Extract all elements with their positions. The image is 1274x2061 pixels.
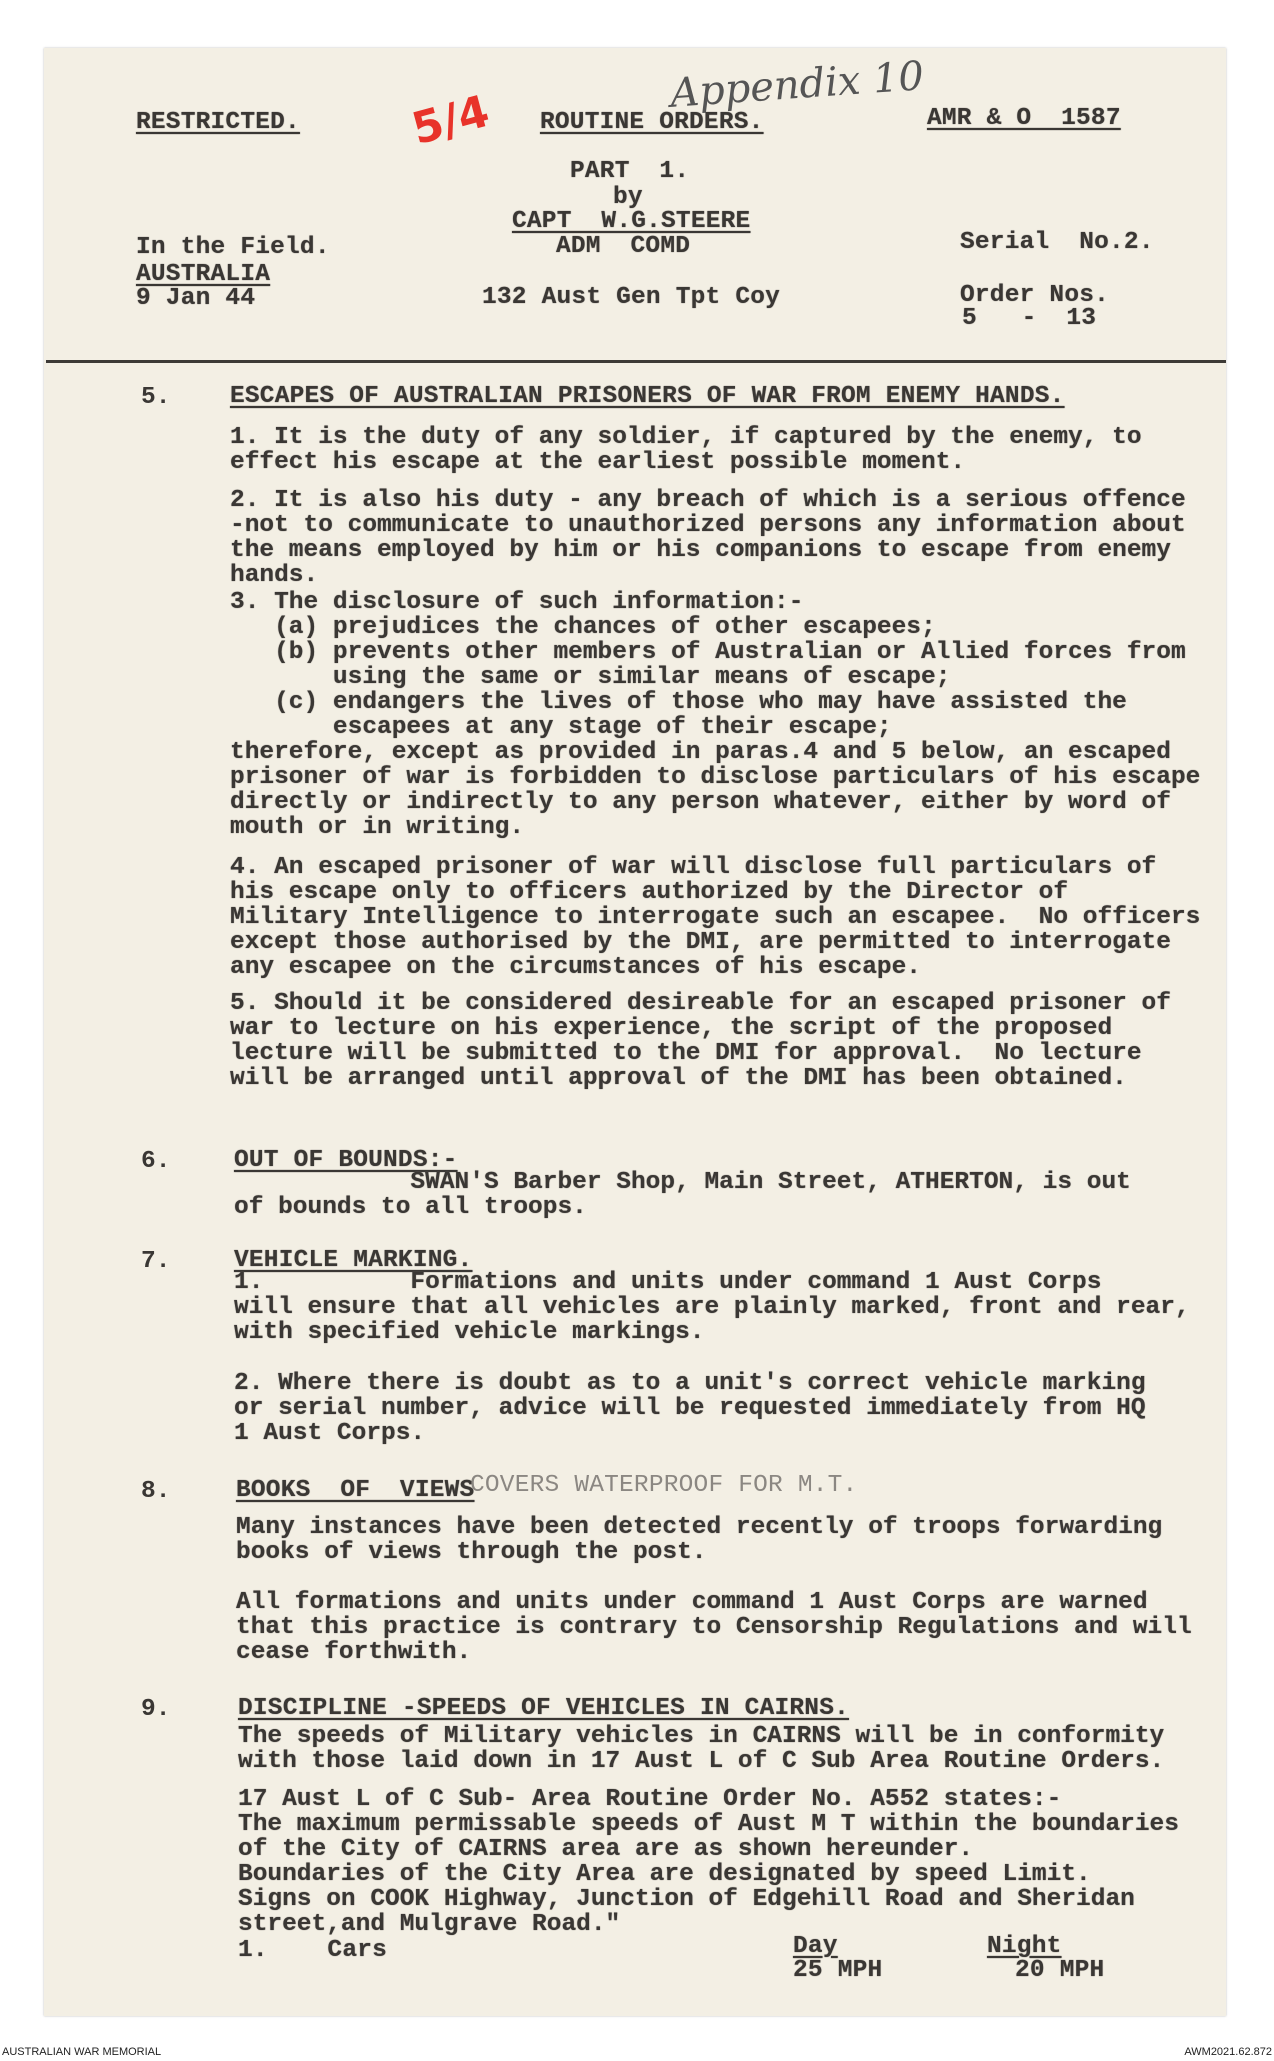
reference-number: AMR & O 1587 — [927, 105, 1121, 132]
text-line: 17 Aust L of C Sub- Area Routine Order No. A552 states:- — [238, 1786, 1062, 1813]
text-line: effect his escape at the earliest possible moment. — [230, 449, 966, 476]
unit-name: 132 Aust Gen Tpt Coy — [482, 284, 781, 311]
text-line: 5. Should it be considered desireable for an escaped prisoner of — [230, 990, 1171, 1017]
text-line: therefore, except as provided in paras.4 and 5 below, an escaped — [230, 739, 1171, 766]
text-line: with specified vehicle markings. — [234, 1319, 705, 1346]
text-line: books of views through the post. — [236, 1539, 707, 1566]
text-line: his escape only to officers authorized by the Director of — [230, 879, 1069, 906]
text-line: cease forthwith. — [236, 1639, 472, 1666]
text-line: mouth or in writing. — [230, 814, 525, 841]
text-line: All formations and units under command 1 Aust Corps are warned — [236, 1589, 1148, 1616]
order-nos-label: Order Nos. — [960, 282, 1110, 309]
text-line: that this practice is contrary to Censorship Regulations and will — [236, 1614, 1192, 1641]
text-line: 2. It is also his duty - any breach of which is a serious offence — [230, 487, 1186, 514]
serial-number: Serial No.2. — [960, 229, 1154, 256]
text-line: using the same or similar means of escape; — [230, 664, 951, 691]
text-line: 2. Where there is doubt as to a unit's correct vehicle marking — [234, 1370, 1146, 1397]
place-field: In the Field. — [136, 234, 330, 261]
text-line: Boundaries of the City Area are designated by speed Limit. — [238, 1861, 1091, 1888]
paragraph — [236, 1515, 1162, 1565]
document-date: 9 Jan 44 — [136, 285, 256, 312]
paragraph — [230, 855, 1200, 980]
section-number: 8. — [141, 1478, 171, 1505]
text-line: will be arranged until approval of the DMI has been obtained. — [230, 1065, 1127, 1092]
text-line: except those authorised by the DMI, are permitted to interrogate — [230, 929, 1171, 956]
text-line: directly or indirectly to any person whatever, either by word of — [230, 789, 1171, 816]
author-name: CAPT W.G.STEERE — [512, 208, 751, 235]
text-line: the means employed by him or his companions to escape from enemy — [230, 537, 1171, 564]
text-line: 1. It is the duty of any soldier, if captured by the enemy, to — [230, 424, 1142, 451]
part-label: PART 1. — [570, 158, 690, 185]
text-line: of bounds to all troops. — [234, 1194, 587, 1221]
text-line: (b) prevents other members of Australian or Allied forces from — [230, 639, 1186, 666]
document-title: ROUTINE ORDERS. — [540, 109, 764, 136]
struck-heading-text: COVERS WATERPROOF FOR M.T. — [470, 1472, 858, 1499]
text-line: The maximum permissable speeds of Aust M T within the boundaries — [238, 1811, 1179, 1838]
order-nos-range: 5 - 13 — [962, 305, 1097, 332]
text-line: or serial number, advice will be requested immediately from HQ — [234, 1395, 1146, 1422]
text-line: escapees at any stage of their escape; — [230, 714, 892, 741]
by-label: by — [613, 184, 643, 211]
night-header: Night — [987, 1933, 1062, 1960]
text-line: Many instances have been detected recently of troops forwarding — [236, 1514, 1163, 1541]
place-country: AUSTRALIA — [136, 261, 271, 288]
text-line: hands. — [230, 562, 319, 589]
footer-id: AWM2021.62.872 — [1184, 2046, 1272, 2058]
section-number: 5. — [141, 384, 171, 411]
paragraph — [230, 425, 1142, 475]
paragraph — [230, 590, 1200, 840]
text-line: 1 Aust Corps. — [234, 1420, 426, 1447]
day-value: 25 MPH — [793, 1957, 883, 1984]
section-heading: BOOKS OF VIEWS — [236, 1477, 475, 1504]
text-line: 3. The disclosure of such information:- — [230, 589, 804, 616]
paragraph — [230, 488, 1186, 588]
text-line: SWAN'S Barber Shop, Main Street, ATHERTON, is out — [234, 1169, 1131, 1196]
author-role: ADM COMD — [556, 233, 691, 260]
paragraph — [234, 1170, 1131, 1220]
text-line: (c) endangers the lives of those who may have assisted the — [230, 689, 1127, 716]
paragraph — [238, 1724, 1164, 1774]
section-number: 6. — [141, 1148, 171, 1175]
text-line: -not to communicate to unauthorized persons any information about — [230, 512, 1186, 539]
day-header: Day — [793, 1933, 838, 1960]
text-line: prisoner of war is forbidden to disclose particulars of his escape — [230, 764, 1201, 791]
section-heading: DISCIPLINE -SPEEDS OF VEHICLES IN CAIRNS. — [238, 1695, 849, 1722]
handwritten-appendix: Appendix 10 — [668, 53, 926, 117]
text-line: of the City of CAIRNS area are as shown hereunder. — [238, 1836, 974, 1863]
section-number: 7. — [141, 1248, 171, 1275]
text-line: war to lecture on his experience, the script of the proposed — [230, 1015, 1113, 1042]
section-number: 9. — [141, 1696, 171, 1723]
text-line: will ensure that all vehicles are plainly marked, front and rear, — [234, 1294, 1190, 1321]
night-value: 20 MPH — [1015, 1957, 1105, 1984]
section-heading: VEHICLE MARKING. — [234, 1247, 473, 1274]
paragraph — [234, 1270, 1190, 1345]
text-line: any escapee on the circumstances of his escape. — [230, 954, 922, 981]
paragraph — [238, 1787, 1179, 1937]
text-line: street,and Mulgrave Road." — [238, 1911, 621, 1938]
speed-row-label: 1. Cars — [238, 1937, 388, 1964]
text-line: lecture will be submitted to the DMI for approval. No lecture — [230, 1040, 1142, 1067]
paragraph — [230, 991, 1171, 1091]
red-mark: 5/4 — [406, 85, 495, 156]
paragraph — [236, 1590, 1192, 1665]
text-line: Military Intelligence to interrogate such an escapee. No officers — [230, 904, 1201, 931]
text-line: 4. An escaped prisoner of war will disclose full particulars of — [230, 854, 1157, 881]
footer-credit: AUSTRALIAN WAR MEMORIAL — [2, 2046, 162, 2058]
text-line: 1. Formations and units under command 1 Aust Corps — [234, 1269, 1102, 1296]
text-line: Signs on COOK Highway, Junction of Edgehill Road and Sheridan — [238, 1886, 1135, 1913]
text-line: The speeds of Military vehicles in CAIRNS will be in conformity — [238, 1723, 1165, 1750]
restricted-label: RESTRICTED. — [136, 109, 300, 136]
section-heading: OUT OF BOUNDS:- — [234, 1147, 458, 1174]
text-line: (a) prejudices the chances of other escapees; — [230, 614, 936, 641]
paragraph — [234, 1371, 1146, 1446]
header-divider — [46, 360, 1226, 363]
text-line: with those laid down in 17 Aust L of C Sub Area Routine Orders. — [238, 1748, 1165, 1775]
section-heading: ESCAPES OF AUSTRALIAN PRISONERS OF WAR FROM ENEMY HANDS. — [230, 383, 1065, 410]
